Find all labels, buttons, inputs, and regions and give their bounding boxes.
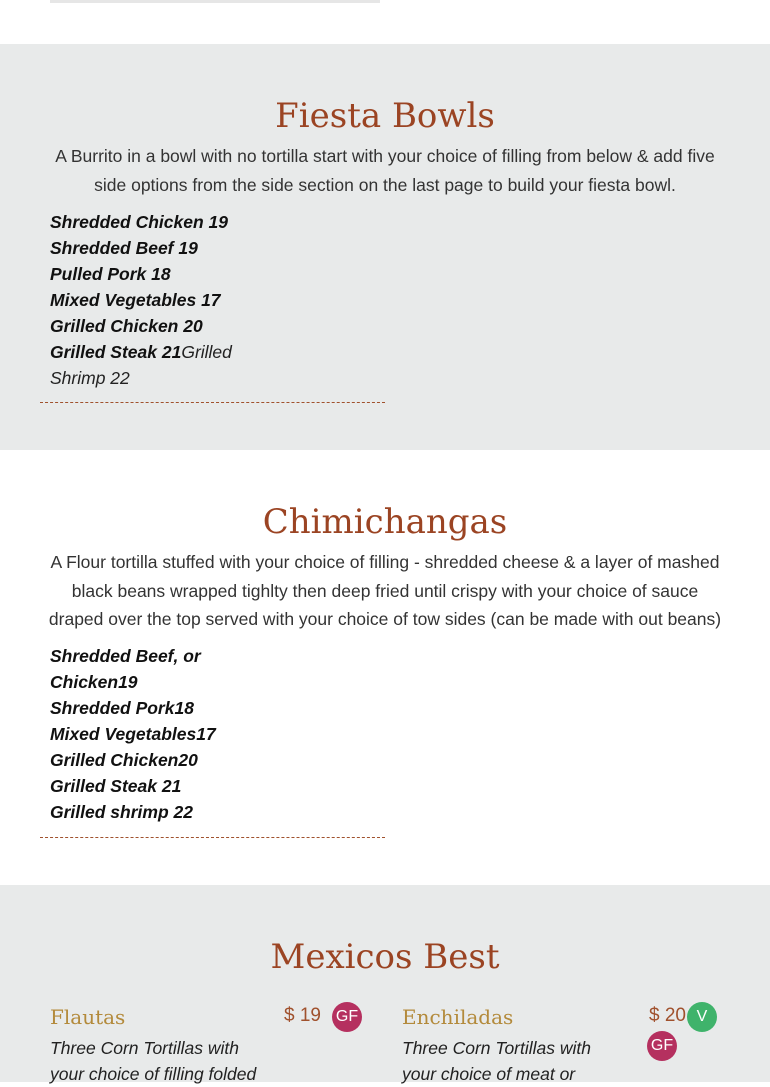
menu-item-list bbox=[50, 209, 240, 391]
section-description: A Burrito in a bowl with no tortilla start with your choice of filling from below & add five side options from the side section on the last page to build your fiesta bowl. bbox=[55, 146, 715, 195]
dashed-divider bbox=[40, 837, 385, 838]
menu-item-list bbox=[50, 643, 240, 825]
dashed-divider bbox=[40, 402, 385, 403]
card-title: Flautas bbox=[50, 1005, 126, 1029]
menu-item: Grilled Steak 21 bbox=[50, 776, 182, 796]
menu-item: Chicken19 bbox=[50, 672, 138, 692]
previous-section-bottom bbox=[0, 0, 770, 44]
gluten-free-badge: GF bbox=[647, 1031, 677, 1061]
menu-item: Mixed Vegetables17 bbox=[50, 724, 216, 744]
section-description: A Flour tortilla stuffed with your choice of filling - shredded cheese & a layer of mashed black beans wrapped tighlty then deep fried until crispy with your choice of sauce draped over the top served with your choice of tow sides (can be made with out beans) bbox=[48, 552, 722, 629]
mexicos-best-section bbox=[0, 885, 770, 1082]
section-title: Chimichangas bbox=[262, 502, 508, 542]
gluten-free-badge: GF bbox=[332, 1002, 362, 1032]
menu-item: Grilled shrimp 22 bbox=[50, 802, 193, 822]
chimichangas-section bbox=[0, 450, 770, 885]
card-title: Enchiladas bbox=[402, 1005, 514, 1029]
menu-item: Shredded Beef, or bbox=[50, 646, 201, 666]
menu-item: Shrimp 22 bbox=[50, 368, 130, 388]
menu-item: Grilled Steak 21Grilled bbox=[50, 342, 232, 362]
menu-item: Grilled Chicken 20 bbox=[50, 316, 203, 336]
card-price: $ 20 bbox=[649, 1005, 686, 1026]
menu-item: Mixed Vegetables 17 bbox=[50, 290, 221, 310]
menu-item: Grilled Chicken20 bbox=[50, 750, 198, 770]
section-title: Mexicos Best bbox=[270, 937, 500, 977]
menu-item: Shredded Chicken 19 bbox=[50, 212, 228, 232]
section-title: Fiesta Bowls bbox=[275, 96, 495, 136]
card-price: $ 19 bbox=[284, 1005, 321, 1026]
card-description: Three Corn Tortillas with your choice of filling folded bbox=[50, 1038, 257, 1084]
menu-item: Pulled Pork 18 bbox=[50, 264, 171, 284]
faded-divider bbox=[50, 0, 380, 3]
card-description: Three Corn Tortillas with your choice of meat or bbox=[402, 1038, 592, 1084]
fiesta-bowls-section bbox=[0, 44, 770, 450]
menu-item: Shredded Pork18 bbox=[50, 698, 194, 718]
menu-item: Shredded Beef 19 bbox=[50, 238, 198, 258]
vegetarian-badge: V bbox=[687, 1002, 717, 1032]
